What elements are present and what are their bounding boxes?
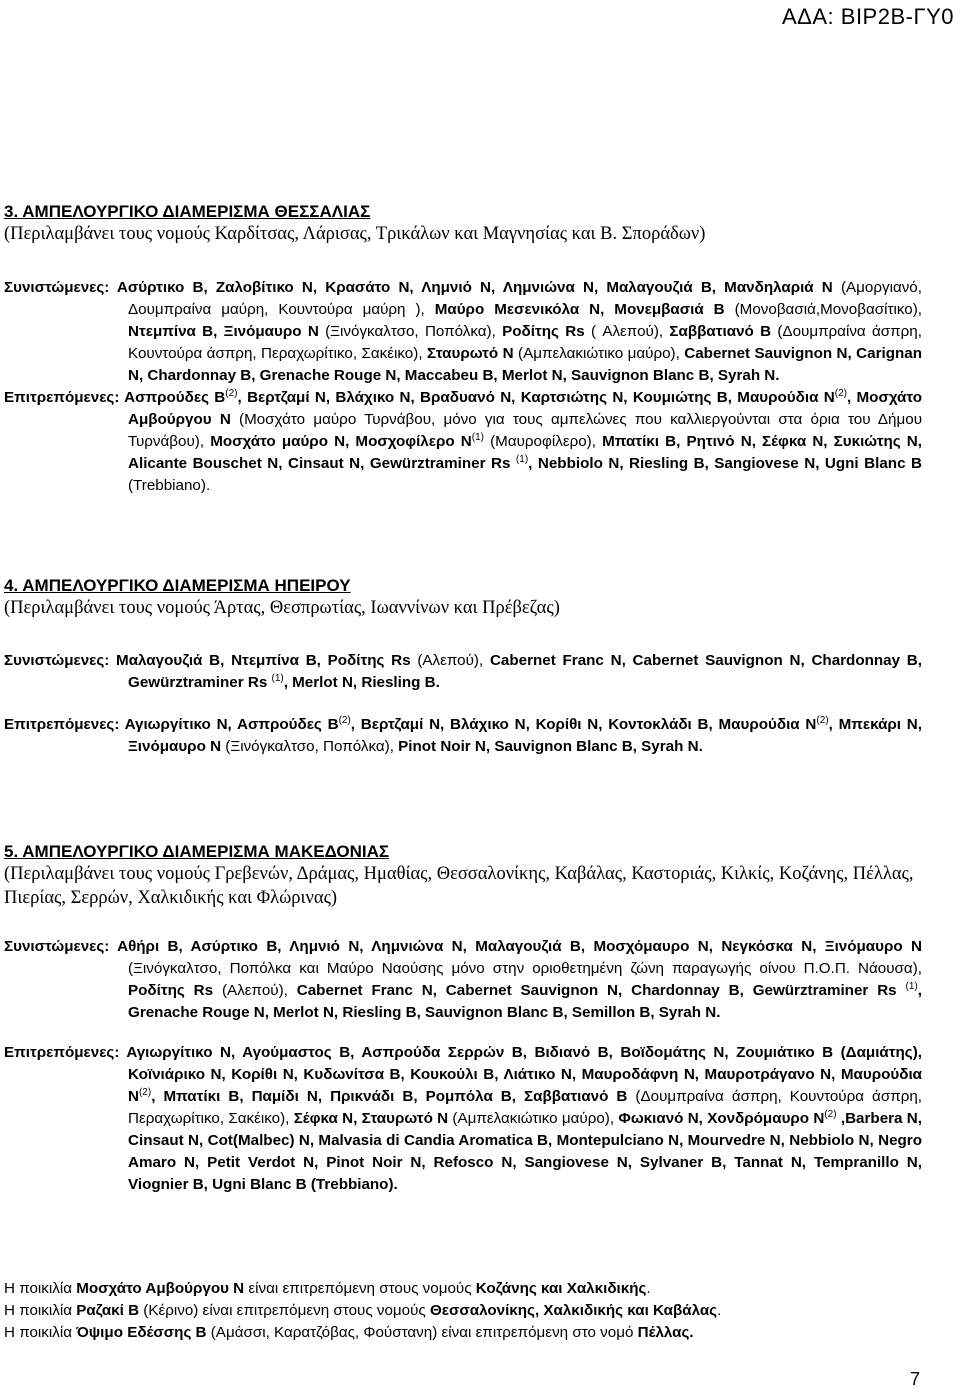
footnote-marker: (2): [225, 388, 238, 399]
permitted-varieties: [4, 1042, 922, 1196]
variety-names: Φωκιανό Ν, Χονδρόμαυρο Ν: [618, 1110, 825, 1127]
section-heading: 4. ΑΜΠΕΛΟΥΡΓΙΚΟ ΔΙΑΜΕΡΙΣΜΑ ΗΠΕΙΡΟΥ: [4, 576, 351, 595]
variety-names: Συνιστώμενες: Αθήρι Β, Ασύρτικο Β, Λημνιό Ν, Λημνιώνα Ν, Μαλαγουζιά Β, Μοσχόμαυρο Ν, Νεγκόσκα Ν, Ξινόμαυρο Ν: [4, 938, 922, 955]
section-heading: 5. ΑΜΠΕΛΟΥΡΓΙΚΟ ΔΙΑΜΕΡΙΣΜΑ ΜΑΚΕΔΟΝΙΑΣ: [4, 842, 390, 861]
section-subtitle: (Περιλαμβάνει τους νομούς Γρεβενών, Δράμας, Ημαθίας, Θεσσαλονίκης, Καβάλας, Καστοριάς, Κιλκίς, Κοζάνης, Πέλλας, Πιερίας, Σερρών, Χαλκιδικής και Φλώρινας): [4, 864, 914, 908]
variety-names: Πέλλας.: [637, 1324, 694, 1341]
variety-names: Όψιμο Εδέσσης Β: [76, 1324, 207, 1341]
footnote-marker: (1): [271, 673, 284, 684]
text-run: (Trebbiano).: [128, 477, 211, 494]
variety-names: , Μπεκάρι Ν, Ξινόμαυρο Ν: [128, 716, 922, 755]
page-number: 7: [909, 1369, 920, 1389]
footnote-marker: (2): [816, 715, 829, 726]
variety-names: Cabernet Franc N, Cabernet Sauvignon N, Chardonnay B, Gewürztraminer Rs: [128, 652, 922, 691]
variety-names: Συνιστώμενες: Μαλαγουζιά Β, Ντεμπίνα Β, Ροδίτης Rs: [4, 652, 411, 669]
note-line: [4, 1278, 922, 1300]
variety-names: ,Barbera N, Cinsaut N, Cot(Malbec) N, Malvasia di Candia Aromatica B, Montepulciano N, Mourvedre N, Nebbiolo N, Negro Amaro N, Petit Verdot N, Pinot Noir N, Refosco N, Sangiovese N, Sylvaner B, Tannat N, Tempranillo N, Viognier B, Ugni Blanc B (Trebbiano).: [128, 1110, 922, 1193]
variety-names: , Μπατίκι Β, Παμίδι Ν, Πρικνάδι Β, Ρομπόλα Β, Σαββατιανό Β: [151, 1088, 628, 1105]
footnote-marker: (2): [824, 1109, 837, 1120]
variety-names: Σταυρωτό Ν: [426, 345, 514, 362]
text-run: ( Αλεπού),: [584, 323, 670, 340]
variety-names: Θεσσαλονίκης, Χαλκιδικής και Καβάλας: [429, 1302, 718, 1319]
text-run: (Αμπελακιώτικο μαύρο),: [448, 1110, 619, 1127]
section-thessaly: [4, 202, 922, 497]
footnote-marker: (2): [338, 715, 351, 726]
variety-names: Επιτρεπόμενες: Αγιωργίτικο Ν, Ασπρούδες Β: [4, 716, 339, 733]
variety-names: Μοσχάτο Αμβούργου Ν: [76, 1280, 245, 1297]
variety-names: Ραζακί Β: [76, 1302, 140, 1319]
footnote-marker: (2): [834, 388, 847, 399]
variety-names: Μπατίκι Β, Ρητινό Ν, Σέφκα Ν, Συκιώτης Ν, Alicante Bouschet N, Cinsaut N, Gewürztraminer Rs: [128, 433, 922, 472]
section-subtitle: (Περιλαμβάνει τους νομούς Καρδίτσας, Λάρισας, Τρικάλων και Μαγνησίας και Β. Σποράδων): [4, 224, 706, 244]
text-run: (Αλεπού),: [410, 652, 490, 669]
section-subtitle: (Περιλαμβάνει τους νομούς Άρτας, Θεσπρωτίας, Ιωαννίνων και Πρέβεζας): [4, 598, 560, 618]
variety-names: Cabernet Sauvignon N, Carignan N, Chardonnay B, Grenache Rouge N, Maccabeu B, Merlot N, Sauvignon Blanc B, Syrah N.: [128, 345, 922, 384]
variety-names: Ροδίτης Rs: [502, 323, 585, 340]
recommended-varieties: [4, 277, 922, 387]
text-run: Η ποικιλία: [4, 1324, 77, 1341]
variety-names: Cabernet Franc N, Cabernet Sauvignon N, Chardonnay B, Gewürztraminer Rs: [296, 982, 906, 999]
text-run: (Ξινόγκαλτσο, Ποπόλκα και Μαύρο Ναούσης μόνο στην οριοθετημένη ζώνη παραγωγής οίνου Π.Ο.Π. Νάουσα),: [128, 960, 922, 977]
variety-names: Μαύρο Μεσενικόλα Ν, Μονεμβασιά Β: [434, 301, 725, 318]
variety-names: , Merlot N, Riesling B.: [283, 674, 440, 691]
variety-names: Επιτρεπόμενες: Ασπρούδες Β: [4, 389, 226, 406]
text-run: (Μοσχάτο μαύρο Τυρνάβου, μόνο για τους αμπελώνες που καλλιεργούνται στα όρια του Δήμου Τυρνάβου),: [128, 411, 922, 450]
variety-names: Σαββατιανό Β: [669, 323, 772, 340]
variety-names: Ροδίτης Rs: [128, 982, 214, 999]
text-run: (Δουμπραίνα άσπρη, Κουντούρα άσπρη, Περαχωρίτικο, Σακέικο),: [128, 323, 922, 362]
recommended-varieties: [4, 936, 922, 1024]
footnote-marker: (1): [905, 981, 918, 992]
recommended-varieties: [4, 650, 922, 694]
text-run: .: [717, 1302, 722, 1319]
text-run: (Αμοργιανό, Δουμπραίνα μαύρη, Κουντούρα μαύρη ),: [128, 279, 922, 318]
text-run: (Αμπελακιώτικο μαύρο),: [513, 345, 685, 362]
variety-names: , Βερτζαμί Ν, Βλάχικο Ν, Κορίθι Ν, Κοντοκλάδι Β, Μαυρούδια Ν: [350, 716, 817, 733]
notes-block: [4, 1278, 922, 1344]
section-heading: 3. ΑΜΠΕΛΟΥΡΓΙΚΟ ΔΙΑΜΕΡΙΣΜΑ ΘΕΣΣΑΛΙΑΣ: [4, 202, 371, 221]
section-epirus: [4, 576, 922, 758]
variety-names: Μοσχάτο μαύρο Ν, Μοσχοφίλερο Ν: [210, 433, 472, 450]
note-line: [4, 1300, 922, 1322]
permitted-varieties: [4, 387, 922, 497]
footnote-marker: (2): [138, 1087, 152, 1098]
text-run: (Κέρινο) είναι επιτρεπόμενη στους νομούς: [139, 1302, 430, 1319]
text-run: (Αλεπού),: [213, 982, 297, 999]
variety-names: , Μοσχάτο Αμβούργου Ν: [128, 389, 923, 428]
text-run: Η ποικιλία: [4, 1302, 77, 1319]
text-run: .: [646, 1280, 651, 1297]
text-run: (Δουμπραίνα άσπρη, Κουντούρα άσπρη, Περαχωρίτικο, Σακέικο),: [128, 1088, 922, 1127]
variety-names: Pinot Noir N, Sauvignon Blanc B, Syrah N.: [398, 738, 703, 755]
variety-names: , Βερτζαμί Ν, Βλάχικο Ν, Βραδυανό Ν, Καρτσιώτης Ν, Κουμιώτης Β, Μαυρούδια Ν: [237, 389, 835, 406]
section-macedonia: [4, 842, 922, 1196]
variety-names: Σέφκα Ν, Σταυρωτό Ν: [293, 1110, 449, 1127]
text-run: Η ποικιλία: [4, 1280, 77, 1297]
text-run: (Μονοβασιά,Μονοβασίτικο),: [724, 301, 922, 318]
text-run: (Ξινόγκαλτσο, Ποπόλκα),: [318, 323, 503, 340]
variety-names: Συνιστώμενες: Ασύρτικο Β, Ζαλοβίτικο Ν, Κρασάτο Ν, Λημνιό Ν, Λημνιώνα Ν, Μαλαγουζιά Β, Μανδηλαριά Ν: [4, 279, 833, 296]
text-run: είναι επιτρεπόμενη στους νομούς: [244, 1280, 476, 1297]
footnote-marker: (1): [515, 454, 529, 465]
variety-names: , Nebbiolo N, Riesling B, Sangiovese N, Ugni Blanc B: [528, 455, 922, 472]
text-run: (Αμάσσι, Καρατζόβας, Φούστανη) είναι επιτρεπόμενη στο νομό: [206, 1324, 638, 1341]
variety-names: Κοζάνης και Χαλκιδικής: [475, 1280, 647, 1297]
text-run: (Ξινόγκαλτσο, Ποπόλκα),: [221, 738, 399, 755]
permitted-varieties: [4, 714, 922, 758]
ada-code: ΑΔΑ: ΒΙΡ2Β-ΓΥ0: [782, 4, 954, 29]
note-line: [4, 1322, 922, 1344]
variety-names: Ντεμπίνα Β, Ξινόμαυρο Ν: [128, 323, 319, 340]
footnote-marker: (1): [471, 432, 484, 443]
text-run: (Μαυροφίλερο),: [483, 433, 603, 450]
variety-names: Επιτρεπόμενες: Αγιωργίτικο Ν, Αγούμαστος Β, Ασπρούδα Σερρών Β, Βιδιανό Β, Βοϊδομάτης Ν, Ζουμιάτικο Β (Δαμιάτης), Κοϊνιάρικο Ν, Κορίθι Ν, Κυδωνίτσα Β, Κουκούλι Β, Λιάτικο Ν, Μαυροδάφνη Ν, Μαυροτράγανο Ν, Μαυρούδια Ν: [4, 1044, 922, 1105]
variety-names: , Grenache Rouge N, Merlot N, Riesling B, Sauvignon Blanc B, Semillon B, Syrah N.: [128, 982, 922, 1021]
